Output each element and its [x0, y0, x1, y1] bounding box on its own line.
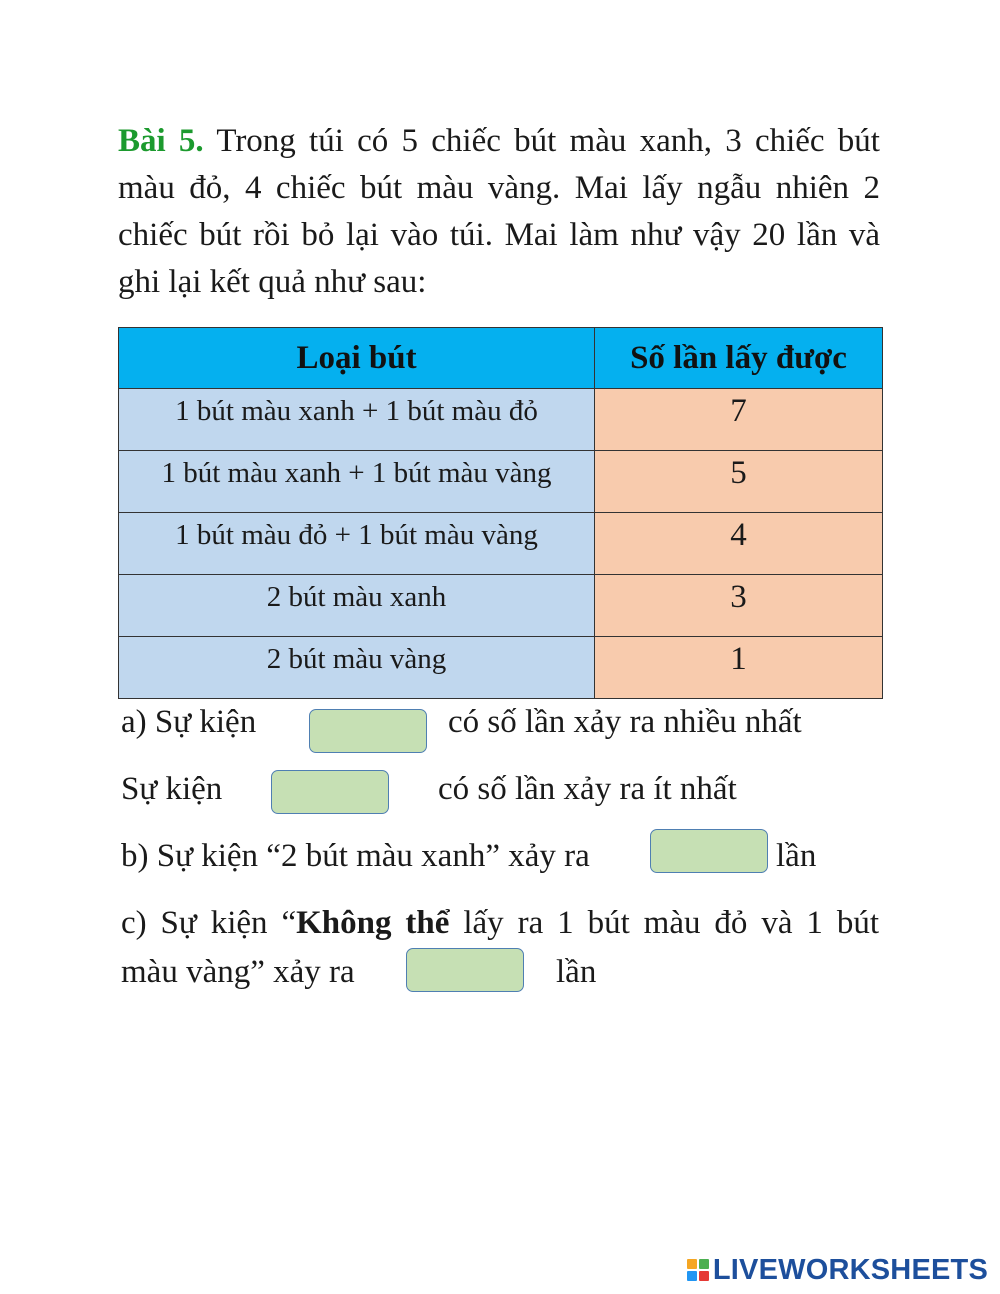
problem-text: Trong túi có 5 chiếc bút màu xanh, 3 chiếc bút màu đỏ, 4 chiếc bút màu vàng. Mai lấy ngẫu nhiên 2 chiếc bút rồi bỏ lại vào túi. Mai làm như vậy 20 lần và ghi lại kết quả như sau:	[118, 123, 880, 300]
question-a-most-text: có số lần xảy ra nhiều nhất	[448, 704, 802, 740]
table-row	[119, 451, 883, 513]
table-row	[119, 513, 883, 575]
pen-type-cell: 2 bút màu xanh	[119, 575, 595, 637]
question-a-least-text: có số lần xảy ra ít nhất	[438, 771, 737, 807]
question-c-emphasis: Không thể	[296, 905, 450, 941]
question-b-unit: lần	[776, 838, 817, 874]
answer-box-a-least[interactable]	[271, 770, 389, 814]
question-b-text: b) Sự kiện “2 bút màu xanh” xảy ra	[121, 838, 590, 874]
pen-type-cell: 1 bút màu đỏ + 1 bút màu vàng	[119, 513, 595, 575]
count-cell: 4	[595, 513, 883, 575]
question-c-prefix: c) Sự kiện “	[121, 905, 297, 941]
logo-text: LIVEWORKSHEETS	[712, 1253, 988, 1286]
header-count: Số lần lấy được	[595, 328, 883, 389]
logo-grid-icon	[687, 1259, 709, 1281]
table-header-row	[119, 328, 883, 389]
header-pen-type: Loại bút	[119, 328, 595, 389]
pen-type-cell: 1 bút màu xanh + 1 bút màu đỏ	[119, 389, 595, 451]
question-c-rest: lấy ra 1 bút màu đỏ và 1 bút	[449, 905, 879, 941]
answer-box-b[interactable]	[650, 829, 768, 873]
count-cell: 7	[595, 389, 883, 451]
table-row	[119, 389, 883, 451]
question-a2-prefix: Sự kiện	[121, 771, 223, 807]
question-c-unit: lần	[556, 954, 597, 990]
answer-box-a-most[interactable]	[309, 709, 427, 753]
table-row	[119, 637, 883, 699]
count-cell: 5	[595, 451, 883, 513]
liveworksheets-logo	[687, 1252, 988, 1288]
pen-type-cell: 2 bút màu vàng	[119, 637, 595, 699]
answer-box-c[interactable]	[406, 948, 524, 992]
pen-type-cell: 1 bút màu xanh + 1 bút màu vàng	[119, 451, 595, 513]
question-a-prefix: a) Sự kiện	[121, 704, 257, 740]
count-cell: 3	[595, 575, 883, 637]
table-row	[119, 575, 883, 637]
question-c-line2: màu vàng” xảy ra	[121, 954, 355, 990]
question-c-line1	[121, 905, 879, 942]
results-table	[118, 327, 883, 699]
problem-statement	[118, 118, 880, 306]
count-cell: 1	[595, 637, 883, 699]
problem-label: Bài 5.	[118, 123, 204, 159]
